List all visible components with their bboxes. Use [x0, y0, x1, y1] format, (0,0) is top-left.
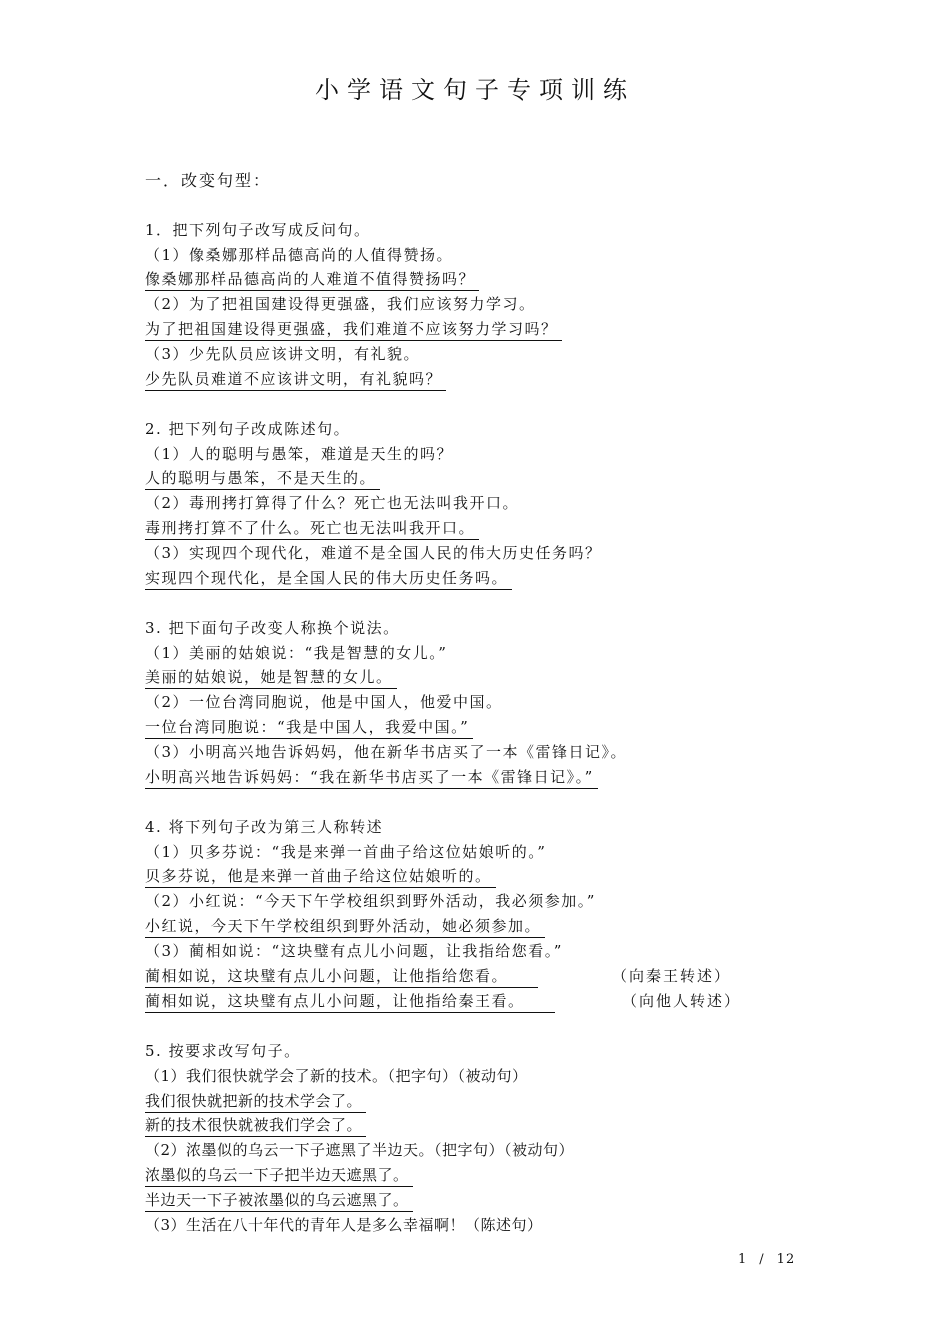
answer-line: 毒刑拷打算不了什么。死亡也无法叫我开口。 [145, 517, 479, 540]
question-item: （1）贝多芬说：“我是来弹一首曲子给这位姑娘听的。” [145, 843, 547, 861]
question-item: （3）少先队员应该讲文明，有礼貌。 [145, 345, 421, 363]
question-prompt-1: 1．把下列句子改写成反问句。 [145, 221, 371, 239]
question-item: （2）一位台湾同胞说，他是中国人，他爱中国。 [145, 693, 503, 711]
question-item: （2）为了把祖国建设得更强盛，我们应该努力学习。 [145, 295, 536, 313]
answer-line: 蔺相如说，这块璧有点儿小问题，让他指给秦王看。 [145, 990, 555, 1013]
answer-line: 半边天一下子被浓墨似的乌云遮黑了。 [145, 1189, 413, 1212]
section-heading: 一．改变句型： [145, 171, 272, 190]
answer-line: 蔺相如说，这块璧有点儿小问题，让他指给您看。 [145, 965, 538, 988]
answer-line: 人的聪明与愚笨，不是天生的。 [145, 467, 380, 490]
page-current: 1 [738, 1252, 748, 1267]
question-item: （2）浓墨似的乌云一下子遮黑了半边天。（把字句）（被动句） [145, 1141, 575, 1159]
question-prompt-4: 4. 将下列句子改为第三人称转述 [145, 818, 384, 836]
answer-line: 小红说，今天下午学校组织到野外活动，她必须参加。 [145, 915, 545, 938]
question-item: （3）生活在八十年代的青年人是多么幸福啊！（陈述句） [145, 1216, 543, 1234]
answer-line: 浓墨似的乌云一下子把半边天遮黑了。 [145, 1164, 413, 1187]
question-item: （1）像桑娜那样品德高尚的人值得赞扬。 [145, 246, 454, 264]
answer-line: 少先队员难道不应该讲文明，有礼貌吗？ [145, 368, 446, 391]
question-item: （1）我们很快就学会了新的技术。（把字句）（被动句） [145, 1067, 528, 1085]
answer-line: 新的技术很快就被我们学会了。 [145, 1114, 366, 1137]
page-total: 12 [776, 1252, 796, 1267]
question-item: （3）蔺相如说：“这块璧有点儿小问题，让我指给您看。” [145, 942, 563, 960]
answer-line: 小明高兴地告诉妈妈：“我在新华书店买了一本《雷锋日记》。” [145, 766, 598, 789]
question-prompt-5: 5. 按要求改写句子。 [145, 1042, 301, 1060]
question-prompt-3: 3. 把下面句子改变人称换个说法。 [145, 619, 400, 637]
question-item: （2）小红说：“今天下午学校组织到野外活动，我必须参加。” [145, 892, 596, 910]
page-title: 小学语文句子专项训练 [315, 76, 635, 104]
answer-line: 为了把祖国建设得更强盛，我们难道不应该努力学习吗？ [145, 318, 562, 341]
answer-note: （向他人转述） [622, 992, 742, 1010]
answer-line: 像桑娜那样品德高尚的人难道不值得赞扬吗？ [145, 268, 479, 291]
question-item: （3）小明高兴地告诉妈妈，他在新华书店买了一本《雷锋日记》。 [145, 743, 628, 761]
answer-line: 贝多芬说，他是来弹一首曲子给这位姑娘听的。 [145, 865, 496, 888]
answer-line: 我们很快就把新的技术学会了。 [145, 1090, 366, 1113]
question-item: （1）人的聪明与愚笨，难道是天生的吗？ [145, 445, 454, 463]
question-item: （3）实现四个现代化，难道不是全国人民的伟大历史任务吗？ [145, 544, 602, 562]
answer-line: 美丽的姑娘说，她是智慧的女儿。 [145, 666, 397, 689]
page-number [738, 1252, 807, 1267]
answer-line: 实现四个现代化，是全国人民的伟大历史任务吗。 [145, 567, 512, 590]
question-prompt-2: 2. 把下列句子改成陈述句。 [145, 420, 351, 438]
question-item: （1）美丽的姑娘说：“我是智慧的女儿。” [145, 644, 448, 662]
page-separator: / [759, 1252, 765, 1267]
answer-note: （向秦王转述） [612, 967, 732, 985]
question-item: （2）毒刑拷打算得了什么？死亡也无法叫我开口。 [145, 494, 520, 512]
answer-line: 一位台湾同胞说：“我是中国人，我爱中国。” [145, 716, 473, 739]
